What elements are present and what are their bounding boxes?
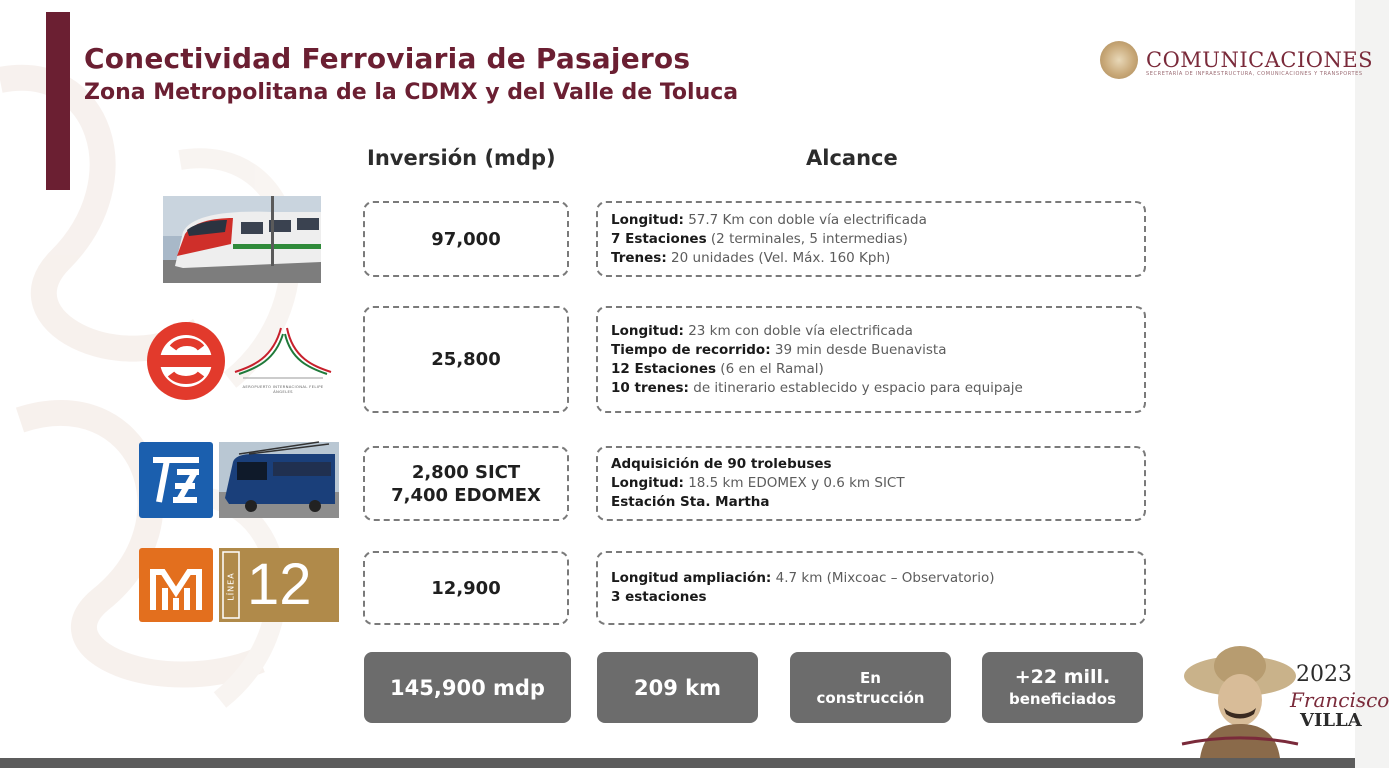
scope-line-text: 18.5 km EDOMEX y 0.6 km SICT bbox=[683, 475, 905, 491]
scope-line-text: 39 min desde Buenavista bbox=[770, 341, 947, 358]
line-number: 12 bbox=[247, 552, 312, 617]
accent-bar bbox=[46, 12, 70, 190]
bottom-bar bbox=[0, 758, 1355, 768]
scope-line-label: Longitud: bbox=[611, 211, 684, 228]
scope-line-label: Longitud: bbox=[611, 322, 684, 339]
aifa-caption: AEROPUERTO INTERNACIONAL FELIPE ÁNGELES bbox=[242, 384, 324, 394]
scope-line bbox=[611, 474, 1144, 493]
investment-value: 25,800 bbox=[431, 349, 501, 370]
scope-line bbox=[611, 249, 1144, 268]
summary-status-pill bbox=[790, 652, 951, 723]
line-label: LÍNEA bbox=[226, 571, 236, 601]
scope-line bbox=[611, 455, 1144, 474]
column-header-scope: Alcance bbox=[806, 146, 898, 170]
villa-year: 2023 bbox=[1296, 662, 1352, 687]
scope-line-text: (6 en el Ramal) bbox=[716, 360, 824, 377]
scope-box bbox=[596, 201, 1146, 277]
investment-box bbox=[363, 446, 569, 521]
villa-name: Francisco bbox=[1290, 688, 1389, 712]
scope-line-label: 7 Estaciones bbox=[611, 230, 707, 247]
scope-line-label: Longitud ampliación: bbox=[611, 570, 772, 586]
line-label-wrap bbox=[222, 558, 240, 614]
scope-line-text: 4.7 km (Mixcoac – Observatorio) bbox=[771, 570, 995, 586]
column-header-investment: Inversión (mdp) bbox=[367, 146, 556, 170]
scope-line bbox=[611, 588, 1144, 607]
summary-length-pill bbox=[597, 652, 758, 723]
page-title: Conectividad Ferroviaria de Pasajeros bbox=[84, 42, 691, 75]
scope-line-text: 20 unidades (Vel. Máx. 160 Kph) bbox=[666, 249, 891, 266]
scope-line-label: Trenes: bbox=[611, 249, 667, 266]
investment-value: 7,400 EDOMEX bbox=[391, 484, 541, 506]
scope-line bbox=[611, 569, 1144, 588]
summary-line: construcción bbox=[816, 688, 925, 707]
scope-line bbox=[611, 322, 1144, 341]
scope-box bbox=[596, 551, 1146, 625]
scope-box bbox=[596, 446, 1146, 521]
suburbano-aifa-logo-icon bbox=[143, 318, 343, 402]
page-subtitle: Zona Metropolitana de la CDMX y del Valle de Toluca bbox=[84, 80, 739, 105]
summary-line: En bbox=[860, 668, 881, 687]
scope-line-label: 10 trenes: bbox=[611, 379, 689, 396]
investment-value: 2,800 SICT bbox=[411, 461, 521, 483]
scope-line bbox=[611, 360, 1144, 379]
scope-line-label: Tiempo de recorrido: bbox=[611, 341, 771, 358]
villa-surname: VILLA bbox=[1300, 710, 1362, 731]
scope-box bbox=[596, 306, 1146, 413]
scope-line-label: 3 estaciones bbox=[611, 589, 707, 605]
summary-beneficiaries-pill bbox=[982, 652, 1143, 723]
brand-tagline: SECRETARÍA DE INFRAESTRUCTURA, COMUNICACIONES Y TRANSPORTES bbox=[1146, 71, 1363, 77]
investment-box bbox=[363, 551, 569, 625]
brand-name: COMUNICACIONES bbox=[1146, 48, 1374, 72]
scope-line-label: Estación Sta. Martha bbox=[611, 494, 770, 510]
summary-investment-pill bbox=[364, 652, 571, 723]
train-photo-icon bbox=[163, 196, 321, 283]
summary-line: +22 mill. bbox=[1014, 665, 1111, 688]
investment-box bbox=[363, 201, 569, 277]
scope-line-text: 57.7 Km con doble vía electrificada bbox=[683, 211, 927, 228]
investment-value: 12,900 bbox=[431, 577, 501, 599]
scope-line-label: Longitud: bbox=[611, 475, 684, 491]
scope-line bbox=[611, 379, 1144, 398]
scope-line-label: 12 Estaciones bbox=[611, 360, 717, 377]
investment-box bbox=[363, 306, 569, 413]
scope-line-text: 23 km con doble vía electrificada bbox=[683, 322, 913, 339]
summary-line: beneficiados bbox=[1008, 689, 1116, 708]
scope-line-text: (2 terminales, 5 intermedias) bbox=[706, 230, 908, 247]
metro-linea-12-logo-icon bbox=[139, 548, 339, 622]
scope-line bbox=[611, 230, 1144, 249]
scope-line-label: Adquisición de 90 trolebuses bbox=[611, 456, 832, 472]
scope-line-text: de itinerario establecido y espacio para equipaje bbox=[688, 379, 1023, 396]
scope-line bbox=[611, 341, 1144, 360]
scope-line bbox=[611, 211, 1144, 230]
seal-icon bbox=[1100, 41, 1138, 79]
summary-line: 145,900 mdp bbox=[390, 675, 545, 700]
summary-line: 209 km bbox=[634, 675, 721, 700]
brand-logo bbox=[1100, 40, 1373, 80]
scope-line bbox=[611, 493, 1144, 512]
investment-value: 97,000 bbox=[431, 228, 501, 250]
trolebus-logo-icon bbox=[139, 442, 339, 518]
